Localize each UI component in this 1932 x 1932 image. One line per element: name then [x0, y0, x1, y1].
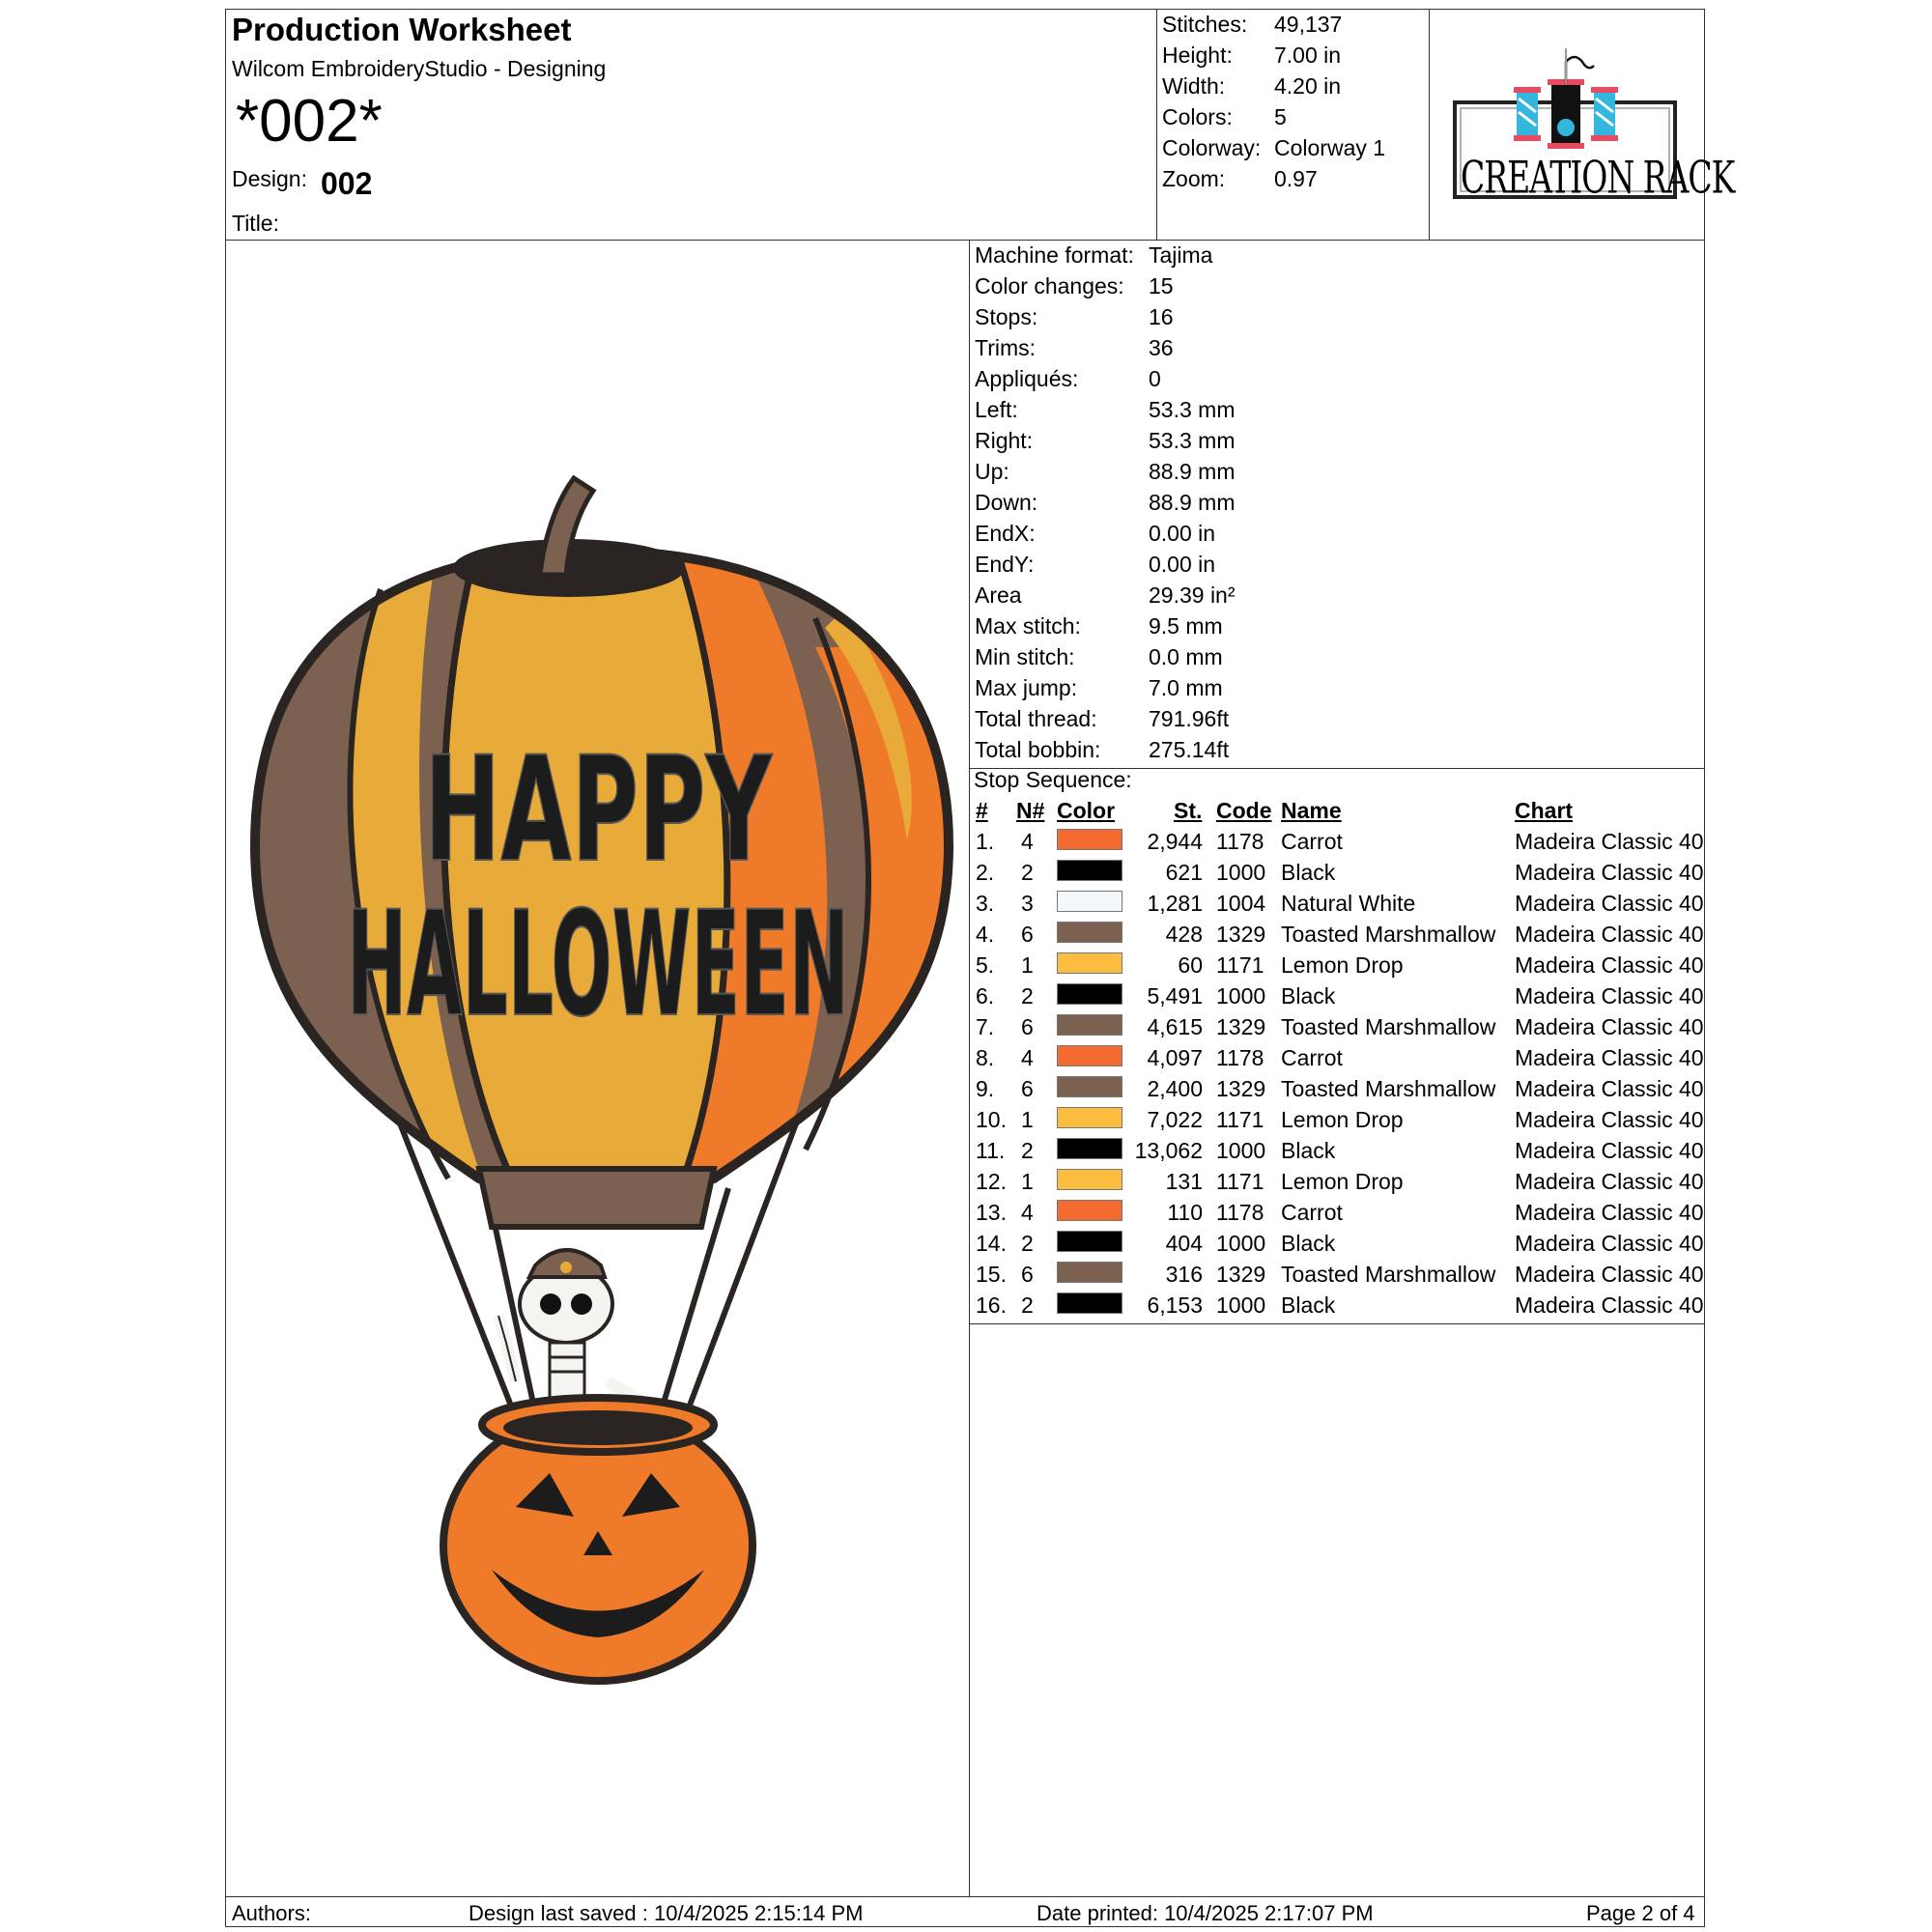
summary-label: Colors: [1162, 104, 1233, 129]
cell-name: Toasted Marshmallow [1281, 1262, 1496, 1287]
cell-name: Natural White [1281, 891, 1416, 916]
table-row [974, 1200, 1708, 1231]
col-header-name: Name [1281, 798, 1342, 823]
table-row [974, 829, 1708, 860]
cell-chart: Madeira Classic 40 [1515, 983, 1704, 1009]
detail-value: 0.00 in [1149, 521, 1216, 546]
cell-name: Lemon Drop [1281, 952, 1404, 978]
cell-chart: Madeira Classic 40 [1515, 829, 1704, 854]
cell-stitches: 2,400 [1147, 1076, 1203, 1101]
detail-value: 16 [1149, 304, 1174, 329]
cell-num: 7. [976, 1014, 995, 1039]
color-swatch [1057, 1169, 1122, 1190]
table-row [974, 891, 1708, 922]
cell-chart: Madeira Classic 40 [1515, 922, 1704, 947]
cell-chart: Madeira Classic 40 [1515, 1169, 1704, 1194]
col-header-num: # [976, 798, 988, 823]
page-title: Production Worksheet [232, 12, 572, 47]
detail-label: Color changes: [975, 273, 1124, 298]
detail-value: Tajima [1149, 242, 1213, 268]
cell-needle: 2 [1021, 1231, 1034, 1256]
summary-label: Height: [1162, 43, 1233, 68]
cell-needle: 6 [1021, 1014, 1034, 1039]
detail-label: Up: [975, 459, 1009, 484]
detail-value: 0.00 in [1149, 552, 1216, 577]
table-row [974, 1231, 1708, 1262]
cell-num: 5. [976, 952, 995, 978]
cell-needle: 6 [1021, 922, 1034, 947]
table-row [974, 1076, 1708, 1107]
detail-value: 275.14ft [1149, 737, 1230, 762]
detail-label: Left: [975, 397, 1018, 422]
design-label: Design: [232, 166, 307, 191]
cell-code: 1178 [1216, 829, 1264, 854]
cell-name: Lemon Drop [1281, 1169, 1404, 1194]
col-header-chart: Chart [1515, 798, 1574, 823]
cell-name: Carrot [1281, 1045, 1343, 1070]
cell-chart: Madeira Classic 40 [1515, 1076, 1704, 1101]
summary-label: Width: [1162, 73, 1226, 99]
cell-stitches: 5,491 [1147, 983, 1203, 1009]
cell-num: 12. [976, 1169, 1007, 1194]
detail-label: Appliqués: [975, 366, 1079, 391]
software-name: Wilcom EmbroideryStudio - Designing [232, 56, 607, 81]
cell-code: 1000 [1216, 1138, 1266, 1163]
detail-label: Max jump: [975, 675, 1078, 700]
cell-stitches: 316 [1165, 1262, 1203, 1287]
cell-stitches: 4,097 [1147, 1045, 1203, 1070]
cell-needle: 3 [1021, 891, 1034, 916]
cell-code: 1000 [1216, 1231, 1266, 1256]
design-preview [226, 242, 968, 1895]
cell-chart: Madeira Classic 40 [1515, 1014, 1704, 1039]
color-swatch [1057, 1231, 1122, 1252]
footer-last-saved: Design last saved : 10/4/2025 2:15:14 PM [469, 1901, 864, 1925]
happy-text: HAPPY [424, 726, 774, 895]
cell-needle: 2 [1021, 860, 1034, 885]
cell-code: 1000 [1216, 983, 1266, 1009]
summary-value: 0.97 [1274, 166, 1318, 191]
color-swatch [1057, 1293, 1122, 1314]
design-value: 002 [321, 166, 373, 201]
summary-value: 49,137 [1274, 12, 1343, 37]
cell-num: 4. [976, 922, 995, 947]
cell-code: 1171 [1216, 952, 1264, 978]
cell-code: 1329 [1216, 922, 1266, 947]
summary-value: 7.00 in [1274, 43, 1342, 68]
color-swatch [1057, 922, 1122, 943]
logo-divider [1429, 10, 1430, 240]
detail-value: 791.96ft [1149, 706, 1230, 731]
color-swatch [1057, 1262, 1122, 1283]
cell-chart: Madeira Classic 40 [1515, 1293, 1704, 1318]
cell-num: 8. [976, 1045, 995, 1070]
table-row [974, 952, 1708, 983]
cell-chart: Madeira Classic 40 [1515, 891, 1704, 916]
cell-num: 11. [976, 1138, 1006, 1163]
cell-num: 15. [976, 1262, 1007, 1287]
cell-name: Toasted Marshmallow [1281, 1014, 1496, 1039]
cell-stitches: 1,281 [1147, 891, 1203, 916]
summary-label: Colorway: [1162, 135, 1262, 160]
footer-page-number: Page 2 of 4 [1586, 1901, 1695, 1925]
cell-num: 2. [976, 860, 995, 885]
table-row [974, 983, 1708, 1014]
detail-label: Machine format: [975, 242, 1134, 268]
detail-label: Area [975, 582, 1022, 608]
cell-stitches: 404 [1165, 1231, 1203, 1256]
summary-label: Zoom: [1162, 166, 1226, 191]
summary-value: 5 [1274, 104, 1287, 129]
balloon-embroidery-image [226, 242, 968, 1895]
skeleton-pilot [498, 1250, 641, 1401]
cell-num: 6. [976, 983, 995, 1009]
cell-name: Toasted Marshmallow [1281, 1076, 1496, 1101]
title-label: Title: [232, 211, 279, 236]
cell-needle: 1 [1021, 952, 1034, 978]
table-row [974, 1138, 1708, 1169]
detail-label: Down: [975, 490, 1038, 515]
worksheet [225, 9, 1735, 1927]
cell-chart: Madeira Classic 40 [1515, 1045, 1704, 1070]
cell-code: 1004 [1216, 891, 1266, 916]
detail-label: Right: [975, 428, 1034, 453]
cell-stitches: 7,022 [1147, 1107, 1203, 1132]
cell-num: 14. [976, 1231, 1007, 1256]
col-header-stitches: St. [1174, 798, 1203, 823]
cell-num: 10. [976, 1107, 1007, 1132]
color-swatch [1057, 860, 1122, 881]
cell-stitches: 428 [1165, 922, 1203, 947]
cell-name: Lemon Drop [1281, 1107, 1404, 1132]
color-swatch [1057, 1138, 1122, 1159]
cell-name: Black [1281, 1138, 1336, 1163]
cell-stitches: 4,615 [1147, 1014, 1203, 1039]
detail-value: 0 [1149, 366, 1161, 391]
cell-needle: 6 [1021, 1076, 1034, 1101]
table-row [974, 1293, 1708, 1323]
table-row [974, 1169, 1708, 1200]
detail-label: Trims: [975, 335, 1037, 360]
cell-chart: Madeira Classic 40 [1515, 1200, 1704, 1225]
detail-value: 53.3 mm [1149, 397, 1236, 422]
detail-label: EndY: [975, 552, 1035, 577]
cell-name: Black [1281, 983, 1336, 1009]
cell-name: Carrot [1281, 1200, 1343, 1225]
summary-value: Colorway 1 [1274, 135, 1386, 160]
cell-needle: 4 [1021, 1045, 1034, 1070]
table-row [974, 922, 1708, 952]
color-swatch [1057, 1200, 1122, 1221]
cell-code: 1171 [1216, 1169, 1264, 1194]
cell-needle: 2 [1021, 983, 1034, 1009]
color-swatch [1057, 983, 1122, 1005]
cell-chart: Madeira Classic 40 [1515, 860, 1704, 885]
cell-code: 1329 [1216, 1262, 1266, 1287]
col-header-code: Code [1216, 798, 1272, 823]
detail-value: 88.9 mm [1149, 490, 1236, 515]
detail-label: Total thread: [975, 706, 1097, 731]
footer-authors: Authors: [232, 1901, 311, 1925]
cell-code: 1000 [1216, 1293, 1266, 1318]
table-row [974, 1014, 1708, 1045]
cell-chart: Madeira Classic 40 [1515, 1262, 1704, 1287]
cell-code: 1329 [1216, 1076, 1266, 1101]
cell-num: 13. [976, 1200, 1007, 1225]
cell-code: 1178 [1216, 1200, 1264, 1225]
cell-chart: Madeira Classic 40 [1515, 1138, 1704, 1163]
stop-sequence-header [974, 798, 1708, 829]
detail-value: 9.5 mm [1149, 613, 1223, 639]
detail-value: 29.39 in² [1149, 582, 1236, 608]
cell-stitches: 110 [1167, 1200, 1203, 1225]
color-swatch [1057, 1045, 1122, 1066]
detail-value: 15 [1149, 273, 1174, 298]
cell-code: 1329 [1216, 1014, 1266, 1039]
color-swatch [1057, 1014, 1122, 1036]
detail-label: EndX: [975, 521, 1036, 546]
cell-needle: 2 [1021, 1293, 1034, 1318]
cell-needle: 2 [1021, 1138, 1034, 1163]
footer-divider [226, 1896, 1704, 1897]
cell-stitches: 6,153 [1147, 1293, 1203, 1318]
table-row [974, 860, 1708, 891]
cell-chart: Madeira Classic 40 [1515, 952, 1704, 978]
detail-value: 88.9 mm [1149, 459, 1236, 484]
cell-needle: 6 [1021, 1262, 1034, 1287]
summary-label: Stitches: [1162, 12, 1248, 37]
cell-chart: Madeira Classic 40 [1515, 1231, 1704, 1256]
detail-label: Stops: [975, 304, 1038, 329]
preview-divider [969, 240, 970, 1896]
summary-divider [1156, 10, 1157, 240]
color-swatch [1057, 952, 1122, 974]
cell-stitches: 131 [1165, 1169, 1203, 1194]
detail-label: Max stitch: [975, 613, 1081, 639]
cell-stitches: 2,944 [1147, 829, 1203, 854]
cell-stitches: 13,062 [1134, 1138, 1203, 1163]
stop-sequence-title: Stop Sequence: [974, 767, 1132, 792]
cell-needle: 1 [1021, 1169, 1034, 1194]
color-swatch [1057, 1076, 1122, 1097]
cell-name: Black [1281, 1293, 1336, 1318]
creation-rack-logo [1449, 44, 1735, 209]
detail-value: 7.0 mm [1149, 675, 1223, 700]
color-swatch [1057, 891, 1122, 912]
cell-needle: 4 [1021, 1200, 1034, 1225]
cell-num: 3. [976, 891, 995, 916]
col-header-color: Color [1057, 798, 1116, 823]
cell-code: 1000 [1216, 860, 1266, 885]
color-swatch [1057, 829, 1122, 850]
footer-date-printed: Date printed: 10/4/2025 2:17:07 PM [1037, 1901, 1374, 1925]
design-code-big: *002* [236, 88, 383, 155]
thread-spool-icon [1514, 48, 1618, 149]
cell-num: 9. [976, 1076, 995, 1101]
detail-value: 53.3 mm [1149, 428, 1236, 453]
header-divider [226, 240, 1704, 241]
cell-num: 1. [976, 829, 995, 854]
logo-text: CREATION RACK [1461, 151, 1735, 204]
cell-stitches: 60 [1178, 952, 1203, 978]
cell-code: 1171 [1216, 1107, 1264, 1132]
detail-value: 36 [1149, 335, 1174, 360]
cell-stitches: 621 [1165, 860, 1203, 885]
detail-label: Min stitch: [975, 644, 1075, 669]
halloween-text: HALLOWEEN [347, 881, 849, 1049]
cell-num: 16. [976, 1293, 1007, 1318]
cell-name: Toasted Marshmallow [1281, 922, 1496, 947]
table-row [974, 1045, 1708, 1076]
cell-needle: 1 [1021, 1107, 1034, 1132]
cell-chart: Madeira Classic 40 [1515, 1107, 1704, 1132]
cell-code: 1178 [1216, 1045, 1264, 1070]
color-swatch [1057, 1107, 1122, 1128]
table-row [974, 1262, 1708, 1293]
col-header-needle: N# [1016, 798, 1045, 823]
cell-name: Carrot [1281, 829, 1343, 854]
table-row [974, 1107, 1708, 1138]
cell-name: Black [1281, 1231, 1336, 1256]
cell-name: Black [1281, 860, 1336, 885]
detail-label: Total bobbin: [975, 737, 1101, 762]
detail-value: 0.0 mm [1149, 644, 1223, 669]
cell-needle: 4 [1021, 829, 1034, 854]
summary-value: 4.20 in [1274, 73, 1342, 99]
sequence-divider [969, 1323, 1704, 1324]
